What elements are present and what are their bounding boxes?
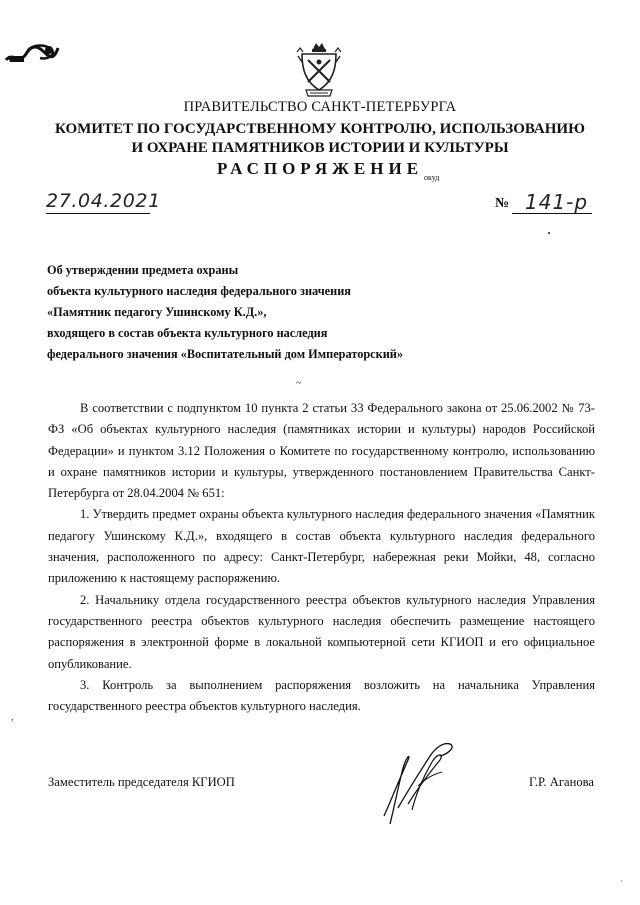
- preamble-paragraph: В соответствии с подпунктом 10 пункта 2 статьи 33 Федерального закона от 25.06.2002 № 73-ФЗ «Об объектах культурного наследия (памятниках истории и культуры) народов Российской Федерации» и пунктом 3.12 Положения о Комитете по государственному контролю, использованию и охране памятников истории и культуры, утвержденного постановлением Правительства Санкт-Петербурга от 28.04.2004 № 651:: [48, 401, 595, 501]
- margin-mark: ,: [11, 712, 14, 723]
- document-body: [48, 398, 595, 717]
- signatory-name: Г.Р. Аганова: [529, 775, 594, 789]
- subject-line: федерального значения «Воспитательный дом Императорский»: [47, 347, 404, 361]
- clause-paragraph: 3. Контроль за выполнением распоряжения возложить на начальника Управления государственного реестра объектов культурного наследия.: [48, 677, 595, 714]
- document-subject: [47, 260, 507, 365]
- committee-name: [40, 120, 600, 158]
- document-date: 27.04.2021: [46, 190, 161, 212]
- government-name: ПРАВИТЕЛЬСТВО САНКТ-ПЕТЕРБУРГА: [183, 99, 457, 115]
- committee-name-line-1: КОМИТЕТ ПО ГОСУДАРСТВЕННОМУ КОНТРОЛЮ, ИСПОЛЬЗОВАНИЮ: [55, 121, 585, 137]
- clause-paragraph: 2. Начальнику отдела государственного реестра объектов культурного наследия Управления государственного реестра объектов культурного наследия обеспечить размещение настоящего распоряжения в электронной форме в локальной компьютерной сети КГИОП и его официальное опубликование.: [48, 592, 595, 671]
- committee-name-line-2: И ОХРАНЕ ПАМЯТНИКОВ ИСТОРИИ И КУЛЬТУРЫ: [131, 140, 509, 156]
- subject-line: входящего в состав объекта культурного наследия: [47, 326, 328, 340]
- corner-scribble-mark: [4, 38, 60, 68]
- date-underline: [46, 213, 150, 214]
- document-type: РАСПОРЯЖЕНИЕ: [216, 159, 424, 178]
- subject-line: «Памятник педагогу Ушинскому К.Д.»,: [47, 305, 267, 319]
- number-sign: №: [495, 196, 510, 211]
- clause-paragraph: 1. Утвердить предмет охраны объекта культурного наследия федерального значения «Памятник педагогу Ушинскому К.Д.», входящего в состав объекта культурного наследия федерального значения, расположенного по адресу: Санкт-Петербург, набережная реки Мойки, 48, согласно приложению к настоящему распоряжению.: [48, 507, 595, 586]
- handwritten-signature: [378, 738, 468, 830]
- margin-mark: ·: [620, 876, 623, 886]
- signatory-position: Заместитель председателя КГИОП: [48, 775, 235, 789]
- subject-line: Об утверждении предмета охраны: [47, 263, 239, 277]
- stray-dot: [548, 232, 550, 234]
- subject-line: объекта культурного наследия федерального значения: [47, 284, 351, 298]
- okud-label: окуд: [424, 173, 440, 182]
- saint-petersburg-emblem-icon: [296, 40, 342, 98]
- document-number: 141-р: [525, 190, 589, 214]
- number-underline: [512, 213, 592, 214]
- stray-tilde-mark: ~: [296, 378, 302, 389]
